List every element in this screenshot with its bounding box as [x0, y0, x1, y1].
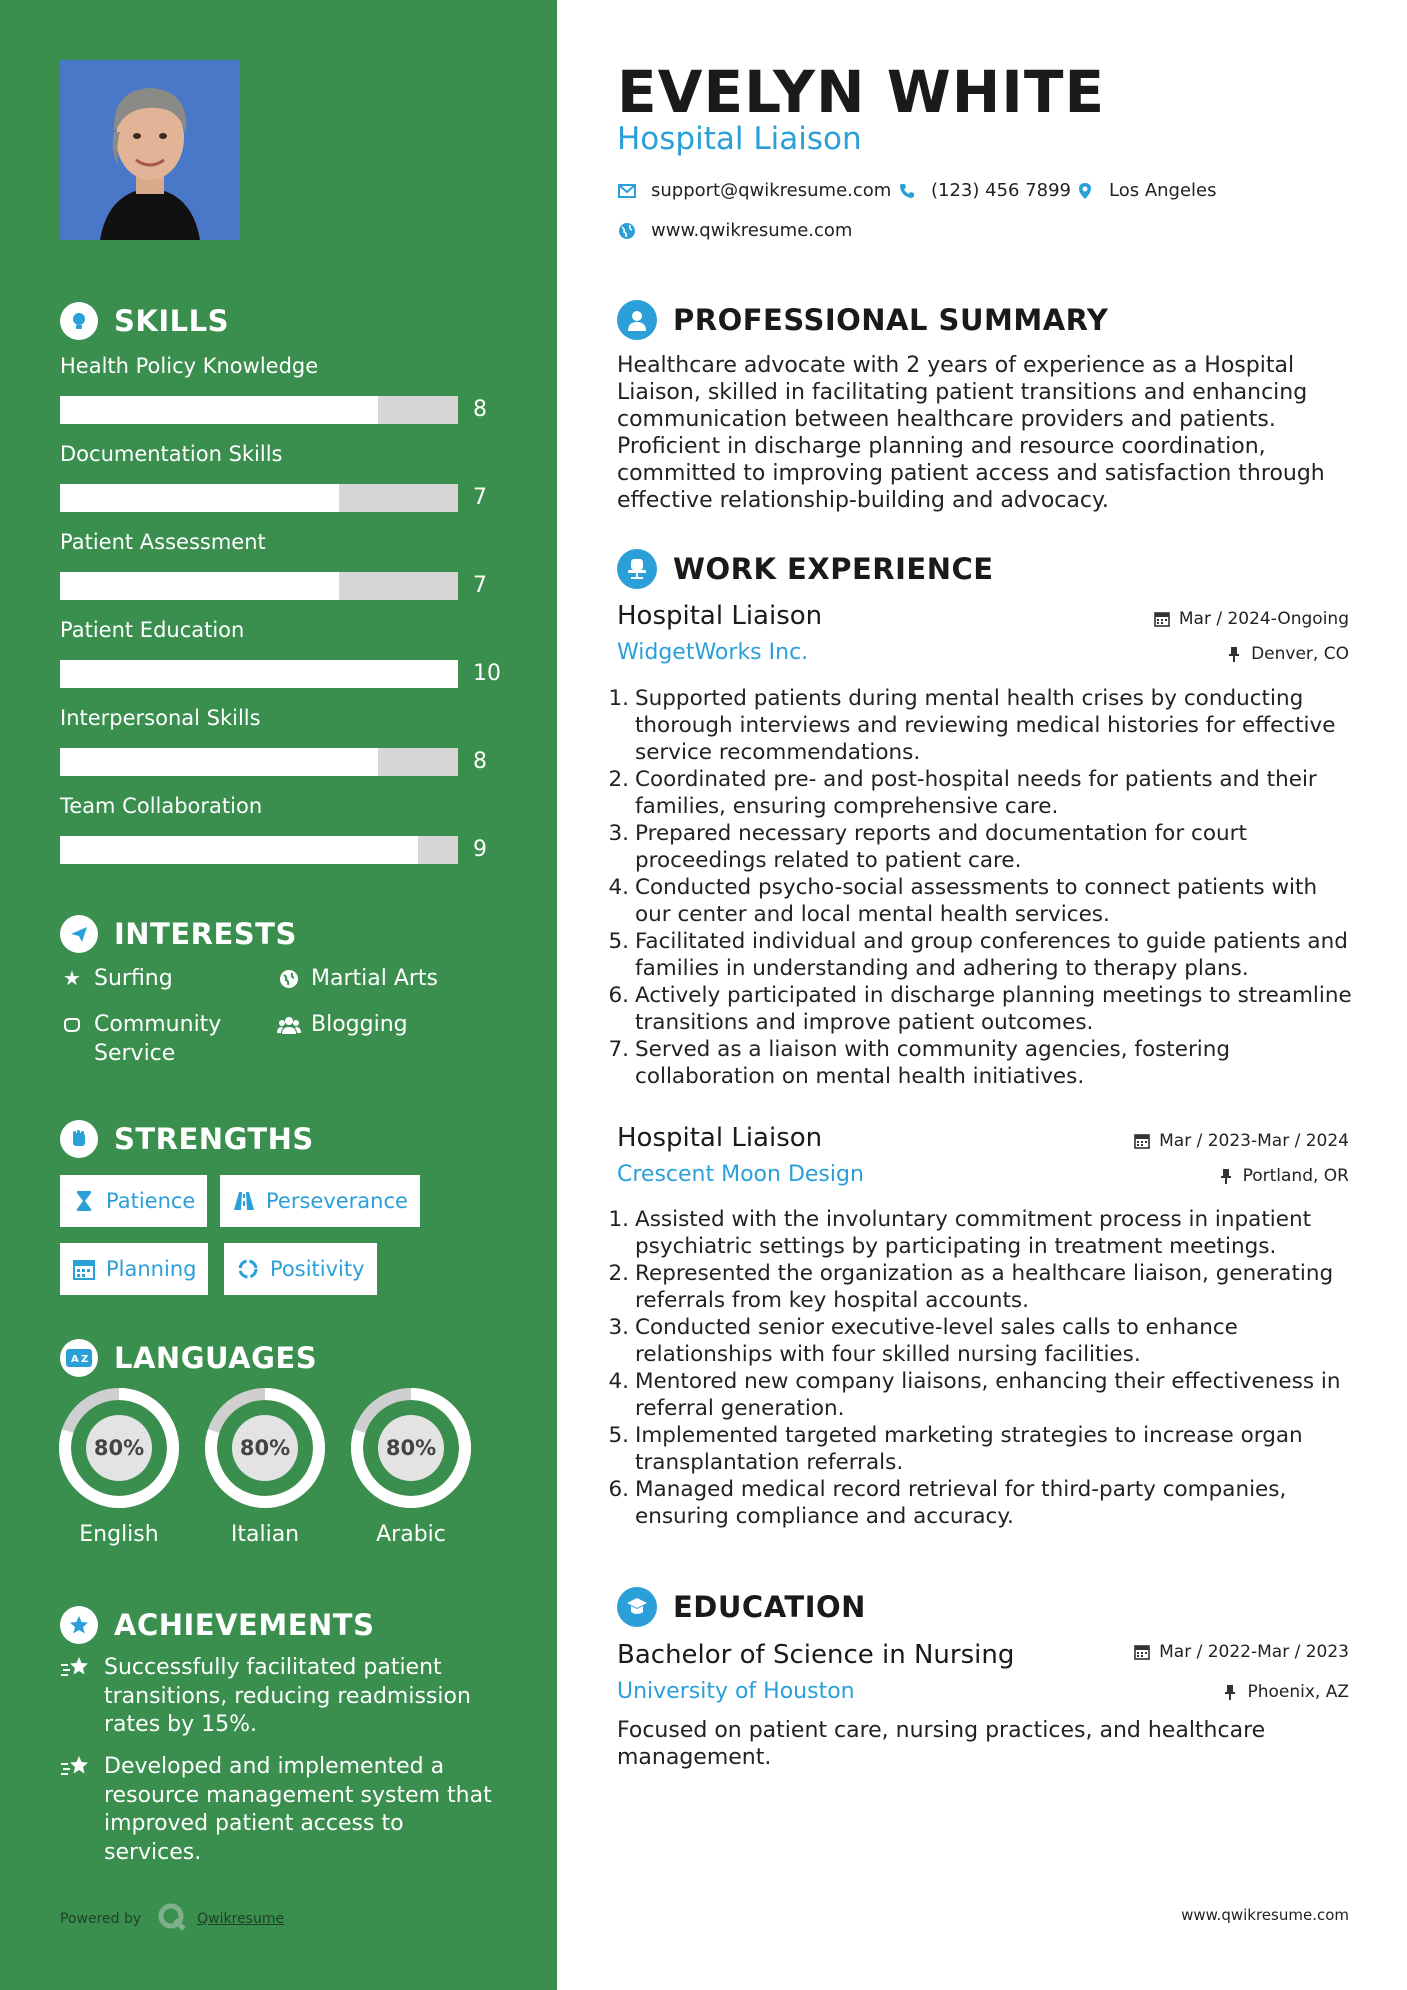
bullet-text: Managed medical record retrieval for third-party companies, ensuring compliance and accuracy. [635, 1477, 1287, 1529]
strengths-heading [60, 1120, 314, 1158]
skill-value: 7 [473, 485, 487, 510]
interest-label: Martial Arts [311, 966, 439, 991]
achievement-item [60, 1753, 500, 1867]
skill-value: 8 [473, 397, 487, 422]
skill-bar-fill [60, 836, 418, 864]
skill-bar [60, 396, 458, 424]
skill-item [60, 704, 510, 774]
sidebar [0, 0, 557, 1990]
job-dates [1133, 1131, 1349, 1151]
road-icon [232, 1189, 256, 1213]
pin-icon [1217, 1167, 1235, 1185]
summary-heading [617, 300, 1108, 340]
skill-value: 7 [473, 573, 487, 598]
language-item [57, 1386, 181, 1547]
education-dates-text: Mar / 2022-Mar / 2023 [1159, 1642, 1349, 1662]
list-number: 2. [608, 767, 629, 792]
skill-item [60, 616, 510, 686]
skill-bar [60, 484, 458, 512]
skill-name: Patient Assessment [60, 530, 266, 554]
list-item [605, 1036, 1355, 1090]
achievement-item [60, 1654, 500, 1740]
language-percent: 80% [93, 1436, 145, 1460]
contact-website[interactable] [617, 220, 852, 241]
skill-bar [60, 836, 458, 864]
interests-heading-text: INTERESTS [114, 917, 297, 951]
list-number: 6. [608, 983, 629, 1008]
strength-label: Positivity [270, 1257, 365, 1281]
list-number: 3. [608, 1315, 629, 1340]
job-company: Crescent Moon Design [617, 1162, 864, 1187]
svg-text:A: A [71, 1354, 79, 1365]
list-number: 5. [608, 929, 629, 954]
interest-item [60, 964, 173, 993]
bullet-text: Served as a liaison with community agencies, fostering collaboration on mental health initiatives. [635, 1037, 1231, 1089]
strength-badge [60, 1175, 207, 1227]
interest-item [277, 1010, 408, 1039]
paper-plane-icon [60, 915, 98, 953]
languages-heading [60, 1339, 317, 1377]
candidate-title: Hospital Liaison [617, 121, 862, 157]
list-number: 2. [608, 1261, 629, 1286]
summary-text: Healthcare advocate with 2 years of experience as a Hospital Liaison, skilled in facilitating patient transitions and enhancing communication between healthcare providers and patients. Proficient in discharge planning and resource coordination, committed to improving patient access and satisfaction through effective relationship-building and advocacy. [617, 353, 1325, 513]
bullet-text: Assisted with the involuntary commitment process in inpatient psychiatric settings by participating in treatment meetings. [635, 1207, 1312, 1259]
list-number: 1. [608, 686, 629, 711]
skill-item [60, 528, 510, 598]
users-icon [277, 1010, 301, 1039]
skill-name: Patient Education [60, 618, 245, 642]
skill-name: Team Collaboration [60, 794, 263, 818]
list-number: 3. [608, 821, 629, 846]
location-text: Los Angeles [1109, 180, 1217, 201]
skills-heading [60, 302, 229, 340]
globe-icon [277, 964, 301, 993]
svg-text:Z: Z [81, 1354, 89, 1365]
skill-bar-fill [60, 748, 378, 776]
skill-name: Health Policy Knowledge [60, 354, 319, 378]
map-marker-icon [1075, 181, 1095, 201]
language-icon [60, 1339, 98, 1377]
language-ring [349, 1386, 473, 1510]
strength-badge [224, 1243, 377, 1295]
skill-bar-fill [60, 396, 378, 424]
education-dates [1133, 1642, 1349, 1662]
language-name: Arabic [376, 1522, 446, 1547]
work-heading [617, 549, 994, 589]
language-item [349, 1386, 473, 1547]
star-sparkle-icon [60, 1654, 92, 1686]
globe-icon [617, 221, 637, 241]
envelope-icon [617, 181, 637, 201]
list-item [605, 982, 1355, 1036]
interest-item [60, 1010, 221, 1068]
job-dates-text: Mar / 2024-Ongoing [1178, 609, 1349, 629]
list-number: 4. [608, 875, 629, 900]
hourglass-icon [72, 1189, 96, 1213]
website-text[interactable]: www.qwikresume.com [651, 220, 853, 241]
candidate-name: EVELYN WHITE [617, 58, 1106, 126]
pin-icon [1221, 1683, 1239, 1701]
pin-icon [1225, 645, 1243, 663]
skill-item [60, 792, 510, 862]
contact-phone[interactable] [897, 180, 1071, 201]
skill-bar [60, 748, 458, 776]
summary-heading-text: PROFESSIONAL SUMMARY [673, 303, 1109, 337]
bullet-text: Actively participated in discharge planning meetings to streamline transitions and improve patient outcomes. [635, 983, 1352, 1035]
graduate-icon [617, 1587, 657, 1627]
skill-value: 8 [473, 749, 487, 774]
qwikresume-link[interactable]: Qwikresume [197, 1911, 285, 1927]
list-item [605, 685, 1355, 766]
achievement-text: Developed and implemented a resource management system that improved patient access to services. [104, 1754, 492, 1865]
bullet-text: Mentored new company liaisons, enhancing their effectiveness in referral generation. [635, 1369, 1341, 1421]
skill-item [60, 352, 510, 422]
calendar-icon [1133, 1132, 1151, 1150]
bullet-text: Conducted psycho-social assessments to connect patients with our center and local mental health services. [635, 875, 1318, 927]
skill-bar [60, 660, 458, 688]
star-badge-icon [60, 1606, 98, 1644]
strengths-heading-text: STRENGTHS [114, 1122, 314, 1156]
strength-badge [60, 1243, 208, 1295]
language-name: English [79, 1522, 159, 1547]
bullet-text: Coordinated pre- and post-hospital needs for patients and their families, ensuring comprehensive care. [635, 767, 1317, 819]
skills-heading-text: SKILLS [114, 304, 229, 338]
calendar-icon [72, 1257, 96, 1281]
language-ring [203, 1386, 327, 1510]
calendar-icon [1153, 610, 1171, 628]
skill-name: Interpersonal Skills [60, 706, 261, 730]
bullet-text: Conducted senior executive-level sales calls to enhance relationships with four skilled nursing facilities. [635, 1315, 1238, 1367]
language-ring [57, 1386, 181, 1510]
job-company: WidgetWorks Inc. [617, 640, 809, 665]
email-text[interactable]: support@qwikresume.com [651, 180, 892, 201]
list-item [605, 1206, 1355, 1260]
bullet-text: Supported patients during mental health crises by conducting thorough interviews and reviewing medical histories for effective service recommendations. [635, 686, 1336, 765]
language-name: Italian [230, 1522, 300, 1547]
skill-value: 9 [473, 837, 487, 862]
job-location [1217, 1166, 1349, 1186]
education-heading [617, 1587, 866, 1627]
powered-by [60, 1902, 284, 1936]
list-item [605, 1476, 1355, 1530]
job-bullets [605, 1206, 1355, 1530]
contact-location [1075, 180, 1217, 201]
qwikresume-logo-icon [157, 1902, 187, 1936]
bullet-text: Prepared necessary reports and documentation for court proceedings related to patient care. [635, 821, 1247, 873]
job-dates [1153, 609, 1349, 629]
job-location-text: Denver, CO [1251, 644, 1349, 664]
job-bullets [605, 685, 1355, 1090]
language-percent: 80% [385, 1436, 437, 1460]
profile-photo [60, 60, 240, 240]
skill-bar-fill [60, 572, 339, 600]
skill-item [60, 440, 510, 510]
education-heading-text: EDUCATION [673, 1590, 866, 1624]
list-item [605, 1314, 1355, 1368]
strength-label: Planning [106, 1257, 197, 1281]
strength-label: Patience [106, 1189, 196, 1213]
strength-label: Perseverance [266, 1189, 408, 1213]
list-number: 1. [608, 1207, 629, 1232]
fist-icon [60, 1120, 98, 1158]
work-heading-text: WORK EXPERIENCE [673, 552, 994, 586]
skill-bar [60, 572, 458, 600]
interest-item [277, 964, 438, 993]
interest-label: Surfing [94, 966, 173, 991]
skill-name: Documentation Skills [60, 442, 283, 466]
school-name: University of Houston [617, 1679, 855, 1704]
lightbulb-icon [60, 302, 98, 340]
interests-heading [60, 915, 297, 953]
contact-email[interactable] [617, 180, 891, 201]
achievements-heading [60, 1606, 374, 1644]
bullet-text: Represented the organization as a healthcare liaison, generating referrals from key hospital accounts. [635, 1261, 1334, 1313]
powered-by-label: Powered by [60, 1911, 142, 1927]
job-location-text: Portland, OR [1242, 1166, 1349, 1186]
skill-value: 10 [473, 661, 501, 686]
list-item [605, 820, 1355, 874]
user-icon [617, 300, 657, 340]
star-icon: ★ [63, 966, 81, 990]
list-item [605, 874, 1355, 928]
list-number: 5. [608, 1423, 629, 1448]
job-location [1225, 644, 1349, 664]
calendar-icon [1133, 1643, 1151, 1661]
circle-notch-icon [236, 1257, 260, 1281]
job-dates-text: Mar / 2023-Mar / 2024 [1159, 1131, 1349, 1151]
list-item [605, 1260, 1355, 1314]
language-item [203, 1386, 327, 1547]
language-percent: 80% [239, 1436, 291, 1460]
list-item [605, 1368, 1355, 1422]
interest-label: Community Service [94, 1012, 222, 1066]
interest-label: Blogging [311, 1012, 408, 1037]
achievements-heading-text: ACHIEVEMENTS [114, 1608, 375, 1642]
skill-bar-fill [60, 660, 458, 688]
strength-badge [220, 1175, 420, 1227]
hand-icon [60, 1010, 84, 1039]
degree-title: Bachelor of Science in Nursing [617, 1640, 1015, 1670]
list-item [605, 1422, 1355, 1476]
languages-heading-text: LANGUAGES [114, 1341, 318, 1375]
job-title: Hospital Liaison [617, 601, 823, 631]
footer-website[interactable]: www.qwikresume.com [1181, 1906, 1349, 1924]
achievement-text: Successfully facilitated patient transitions, reducing readmission rates by 15%. [104, 1655, 471, 1737]
phone-text[interactable]: (123) 456 7899 [931, 180, 1072, 201]
skill-bar-fill [60, 484, 339, 512]
star-sparkle-icon [60, 1753, 92, 1785]
phone-icon [897, 181, 917, 201]
education-location-text: Phoenix, AZ [1247, 1682, 1349, 1702]
education-description: Focused on patient care, nursing practices, and healthcare management. [617, 1718, 1266, 1770]
education-location [1221, 1682, 1349, 1702]
list-number: 4. [608, 1369, 629, 1394]
list-item [605, 928, 1355, 982]
office-chair-icon [617, 549, 657, 589]
list-item [605, 766, 1355, 820]
bullet-text: Facilitated individual and group conferences to guide patients and families in understanding and adhering to therapy plans. [635, 929, 1348, 981]
job-title: Hospital Liaison [617, 1123, 823, 1153]
list-number: 6. [608, 1477, 629, 1502]
list-number: 7. [608, 1037, 629, 1062]
bullet-text: Implemented targeted marketing strategies to increase organ transplantation referrals. [635, 1423, 1303, 1475]
